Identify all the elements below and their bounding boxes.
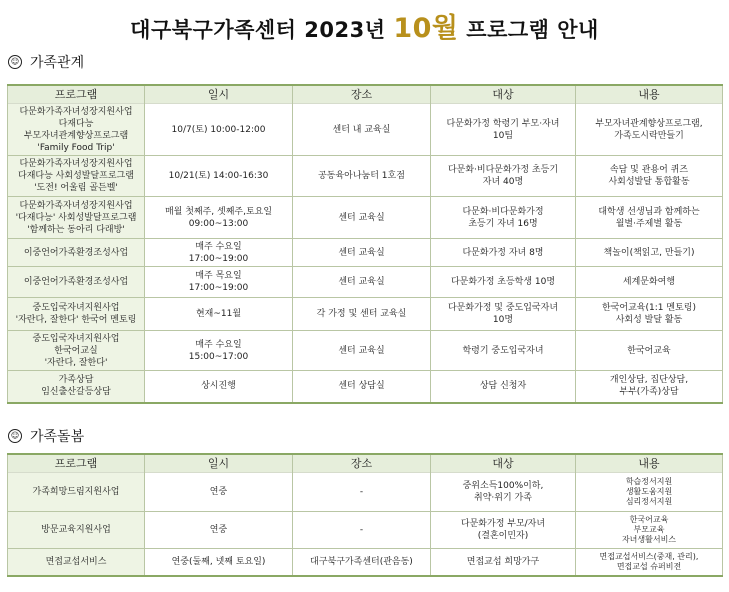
table-row [8,156,723,197]
cell-line: 센터 교육실 [338,212,385,223]
cell-program [8,104,145,156]
cell-line: 매주 수요일 [195,339,242,350]
cell-program [8,512,145,549]
cell-content [576,104,723,156]
cell-line: - [359,487,364,497]
cell-program [8,298,145,331]
cell-line: 학습정서지원 [625,477,673,486]
cell-datetime [145,512,293,549]
cell-line: 가족도시락만들기 [614,130,684,141]
cell-line: 가족상담 [58,375,94,386]
cell-program [8,371,145,403]
cell-program [8,331,145,371]
table-row [8,104,723,156]
cell-datetime [145,371,293,403]
cell-line: 중도입국자녀지원사업 [32,303,120,313]
cell-line: 중도입국자녀지원사업 [32,333,120,344]
section-family-relations-heading [8,52,84,72]
cell-target [431,197,576,239]
cell-datetime [145,156,293,197]
header-content: 내용 [576,85,723,104]
cell-line: 현재~11월 [195,309,242,319]
cell-content [576,331,723,371]
header-target: 대상 [431,454,576,473]
cell-program [8,197,145,239]
cell-place [293,549,431,576]
smiley-icon: ☺ [8,55,22,69]
cell-place [293,512,431,549]
cell-datetime [145,197,293,239]
cell-target [431,298,576,331]
cell-line: 월별·주제별 활동 [615,218,683,229]
cell-line: 심리정서지원 [625,497,673,506]
cell-datetime [145,331,293,371]
table-row [8,331,723,371]
section-label: 가족관계 [30,55,85,71]
cell-line: 다문화·비다문화가정 [462,206,544,217]
smiley-icon: ☺ [8,429,22,443]
cell-target [431,512,576,549]
cell-datetime [145,473,293,512]
cell-line: 다재다능 [58,118,94,129]
cell-program [8,473,145,512]
cell-line: 다문화가족자녀성장지원사업 [19,159,133,169]
cell-program [8,267,145,298]
cell-datetime [145,298,293,331]
cell-line: 센터 교육실 [338,345,385,356]
cell-line: 부모자녀관계향상프로그램, [595,118,703,129]
cell-line: 세계문화여행 [622,277,676,287]
table-row [8,473,723,512]
cell-target [431,267,576,298]
cell-line: '자란다, 잘한다' [44,357,108,368]
cell-line: 취약·위기 가족 [474,493,532,503]
cell-line: 이중언어가족환경조성사업 [23,247,129,258]
cell-line: 개인상담, 집단상담, [609,375,689,386]
cell-line: 면접교섭서비스(중재, 관리), [599,551,699,561]
cell-line: 생활도움지원 [625,487,673,496]
cell-place [293,239,431,267]
cell-line: '다재다능' 사회성발달프로그램 [15,212,137,223]
cell-target [431,156,576,197]
section-family-care-heading [8,426,84,446]
title-prefix: 대구북구가족센터 2023년 [130,18,386,42]
cell-line: 부부(가족)상담 [619,387,679,398]
cell-line: 다문화가족자녀성장지원사업 [19,106,133,117]
cell-line: 다재다능 사회성발달프로그램 [18,171,134,181]
cell-line: 센터 내 교육실 [332,124,391,135]
cell-line: 다문화가정 초등학생 10명 [450,277,556,287]
table-header-row [8,454,723,473]
cell-line: 사회성 발달 활동 [615,315,683,325]
cell-line: 한국어교육 [627,345,671,356]
cell-line: 10/21(토) 14:00-16:30 [168,171,269,181]
cell-place [293,371,431,403]
cell-line: 10명 [492,315,514,325]
cell-line: 속담 및 관용어 퀴즈 [609,165,689,175]
cell-place [293,156,431,197]
cell-line: 각 가정 및 센터 교육실 [316,309,407,319]
cell-content [576,371,723,403]
cell-line: 매주 목요일 [195,271,242,281]
cell-place [293,298,431,331]
header-datetime: 일시 [145,85,293,104]
cell-line: 15:00~17:00 [188,351,249,362]
section-label: 가족돌봄 [30,429,85,445]
cell-program [8,156,145,197]
cell-content [576,197,723,239]
table-row [8,298,723,331]
cell-line: 초등기 자녀 16명 [468,218,538,229]
header-content: 내용 [576,454,723,473]
cell-target [431,239,576,267]
cell-line: 면접교섭서비스 [45,556,107,567]
cell-content [576,512,723,549]
header-datetime: 일시 [145,454,293,473]
header-program: 프로그램 [8,85,145,104]
cell-target [431,549,576,576]
cell-line: 부모자녀관계향상프로그램 [23,130,129,141]
cell-target [431,473,576,512]
cell-program [8,239,145,267]
cell-line: '함께하는 동아리 다래방' [27,224,125,235]
cell-line: 사회성발달 통합활동 [608,177,690,187]
cell-line: (결혼이민자) [477,531,529,541]
family-care-table [7,453,723,577]
cell-line: 가족희망드림지원사업 [32,487,120,497]
cell-line: 면접교섭 희망가구 [466,556,540,567]
table-row [8,267,723,298]
cell-line: 임신출산갈등상담 [41,387,111,398]
table-row [8,549,723,576]
cell-line: 학령기 중도입국자녀 [462,345,544,356]
cell-datetime [145,549,293,576]
table-row [8,239,723,267]
cell-content [576,549,723,576]
cell-line: 연중 [209,487,228,497]
cell-line: 다문화가족자녀성장지원사업 [19,200,133,211]
cell-line: 면접교섭 슈퍼비전 [616,561,682,571]
cell-line: 한국어교육 [629,515,669,524]
cell-line: 중위소득100%이하, [462,481,544,491]
cell-line: 다문화가정 학령기 부모·자녀 [446,118,560,129]
cell-line: 한국어교육(1:1 멘토링) [602,303,696,313]
cell-line: 상시진행 [201,381,236,392]
cell-line: 책놀이(책읽고, 만들기) [603,247,695,258]
page-title [0,6,729,45]
title-suffix: 프로그램 안내 [466,18,599,42]
family-relations-table [7,84,723,404]
cell-place [293,267,431,298]
cell-program [8,549,145,576]
cell-place [293,104,431,156]
title-month: 10월 [393,13,459,44]
cell-datetime [145,267,293,298]
cell-line: - [359,525,364,535]
cell-target [431,104,576,156]
cell-line: 17:00~19:00 [188,253,249,264]
cell-line: 10팀 [492,130,514,141]
cell-line: 센터 교육실 [338,247,385,258]
table-row [8,512,723,549]
cell-line: 자녀 40명 [482,177,524,187]
cell-line: 대구북구가족센터(관음동) [310,556,413,567]
cell-line: 공동육아나눔터 1호점 [318,171,405,181]
cell-line: 연중 [209,525,228,535]
cell-line: 연중(둘째, 넷째 토요일) [171,556,266,567]
header-place: 장소 [293,454,431,473]
cell-line: 부모교육 [633,525,665,534]
cell-line: 다문화가정 및 중도입국자녀 [447,303,559,313]
cell-place [293,197,431,239]
cell-content [576,267,723,298]
cell-place [293,331,431,371]
table-row [8,197,723,239]
cell-line: '자란다, 잘한다' 한국어 멘토링 [15,315,137,325]
cell-target [431,331,576,371]
cell-line: 상담 신청자 [479,381,527,392]
cell-line: 자녀생활서비스 [621,535,677,544]
cell-line: 방문교육지원사업 [41,525,111,535]
cell-line: 다문화가정 부모/자녀 [460,519,546,529]
header-target: 대상 [431,85,576,104]
cell-content [576,239,723,267]
cell-line: 'Family Food Trip' [37,142,115,153]
cell-place [293,473,431,512]
header-program: 프로그램 [8,454,145,473]
table-row [8,371,723,403]
cell-datetime [145,104,293,156]
cell-line: 17:00~19:00 [188,283,249,293]
cell-line: 09:00~13:00 [188,218,249,229]
cell-datetime [145,239,293,267]
cell-line: 다문화·비다문화가정 초등기 [447,165,559,175]
cell-content [576,298,723,331]
cell-content [576,156,723,197]
cell-line: 이중언어가족환경조성사업 [23,277,129,287]
cell-content [576,473,723,512]
cell-line: 매주 수요일 [195,241,242,252]
cell-line: 한국어교실 [54,345,98,356]
cell-line: 다문화가정 자녀 8명 [462,247,544,258]
cell-target [431,371,576,403]
cell-line: '도전! 어울림 골든벨' [34,183,118,193]
cell-line: 대학생 선생님과 함께하는 [598,206,700,217]
cell-line: 센터 교육실 [338,277,385,287]
table-header-row [8,85,723,104]
cell-line: 10/7(토) 10:00-12:00 [171,124,266,135]
cell-line: 매월 첫째주, 셋째주,토요일 [164,206,273,217]
cell-line: 센터 상담실 [338,381,385,392]
header-place: 장소 [293,85,431,104]
